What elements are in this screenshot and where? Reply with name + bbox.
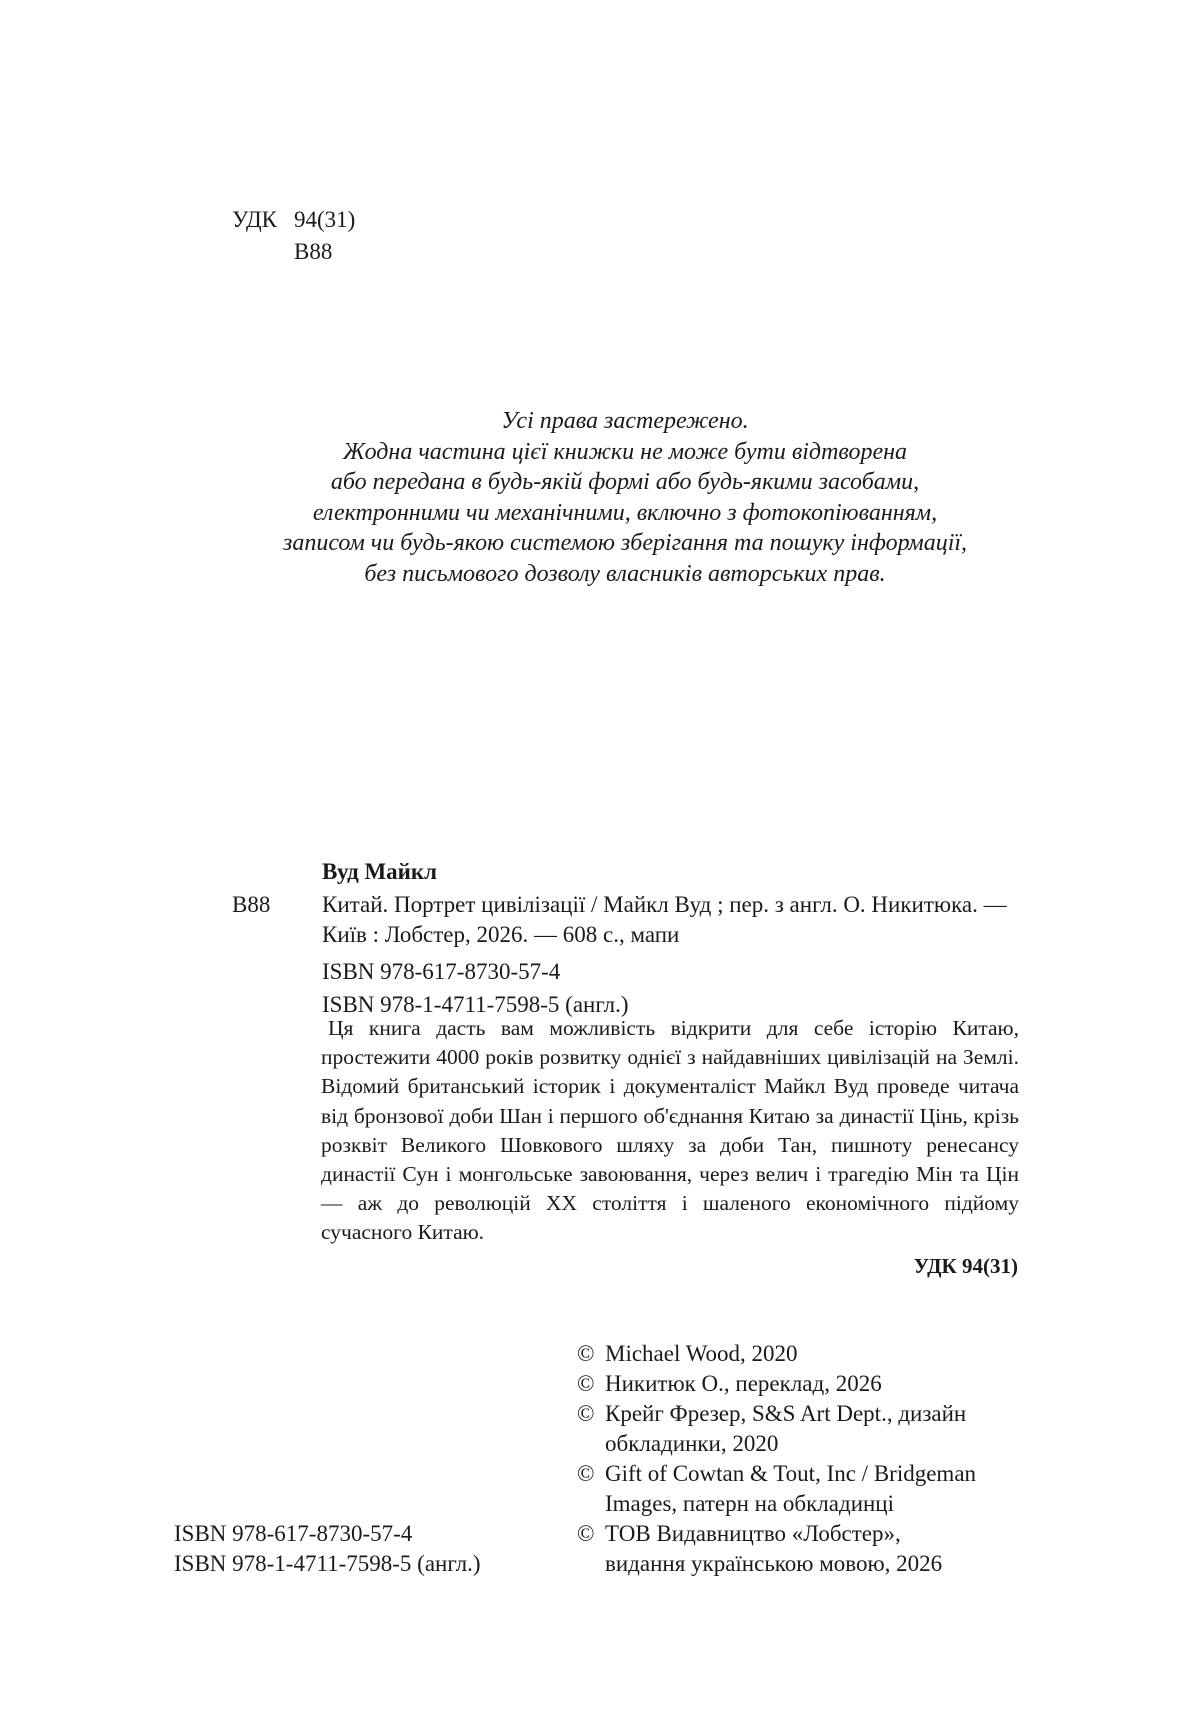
udk-code: 94(31) [294,207,356,232]
isbn-line: ISBN 978-617-8730-57-4 [174,1521,413,1546]
copyright-item [577,1399,1027,1459]
isbn-line: ISBN 978-1-4711-7598-5 (англ.) [174,1551,481,1576]
udk-label: УДК [232,207,277,232]
copyright-item [577,1339,1027,1369]
copyright-symbol: © [577,1401,595,1426]
udk-header [232,204,355,268]
annotation-paragraph: Ця книга дасть вам можливість відкрити для себе історію Китаю, простежити 4000 років розвитку однієї з найдавніших цивілізацій на Землі. Відомий британський історик і документаліст Майкл Вуд проведе читача від бронзової доби Шан і першого об'єднання Китаю за династії Цінь, крізь розквіт Великого Шовкового шляху за доби Тан, пишноту ренесансу династії Сун і монгольське завоювання, через велич і трагедію Мін та Цін — аж до революцій XX століття і шаленого економічного підйому сучасного Китаю. [321,1016,1019,1245]
copyright-symbol: © [577,1461,595,1486]
copyright-text: Gift of Cowtan & Tout, Inc / Bridgeman Images, патерн на обкладинці [605,1461,977,1516]
copyright-symbol: © [577,1371,595,1396]
copyright-text: Крейг Фрезер, S&S Art Dept., дизайн обкладинки, 2020 [605,1401,967,1456]
copyright-item [577,1519,1027,1579]
title-line: Китай. Портрет цивілізації / Майкл Вуд ; пер. з англ. О. Никитюка. — [322,892,1007,917]
copyright-text: ТОВ Видавництво «Лобстер», видання українською мовою, 2026 [605,1521,943,1576]
isbn-block [174,1519,481,1579]
author-name: Вуд Майкл [322,859,438,884]
copyright-symbol: © [577,1521,595,1546]
udk-footer: УДК 94(31) [913,1254,1018,1278]
copyright-text: Никитюк О., переклад, 2026 [605,1371,882,1396]
rights-line: Жодна частина цієї книжки не може бути відтворена [342,438,908,465]
rights-notice [232,406,1018,589]
rights-line: записом чи будь-якою системою зберігання та пошуку інформації, [282,530,968,556]
copyright-symbol: © [577,1341,595,1366]
rights-line: Усі права застережено. [501,408,749,434]
isbn-line: ISBN 978-1-4711-7598-5 (англ.) [322,992,629,1017]
publication-line: Київ : Лобстер, 2026. — 608 с., мапи [322,922,680,947]
rights-line: або передана в будь-якій формі або будь-якими засобами, [330,469,920,495]
copyright-item [577,1369,1027,1399]
bbk-code: В88 [294,239,333,264]
rights-line: без письмового дозволу власників авторських прав. [364,560,886,587]
copyright-text: Michael Wood, 2020 [605,1341,798,1366]
isbn-line: ISBN 978-617-8730-57-4 [322,959,561,984]
rights-line: електронними чи механічними, включно з фотокопіюванням, [312,499,938,526]
author-code: В88 [232,892,271,917]
copyright-block [577,1339,1027,1579]
copyright-item [577,1459,1027,1519]
